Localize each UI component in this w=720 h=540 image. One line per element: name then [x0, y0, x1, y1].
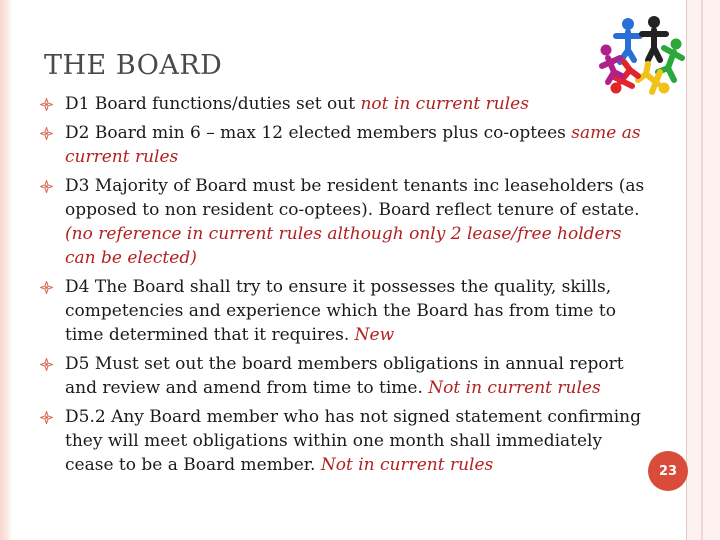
bullet-item — [40, 174, 650, 270]
bullet-text: D4 The Board shall try to ensure it possesses the quality, skills, competencies and experience which the Board has from time to time determined that it requires. — [65, 277, 616, 345]
bullet-note: (no reference in current rules although only 2 lease/free holders can be elected) — [65, 224, 622, 268]
slide-title: THE BOARD — [44, 50, 223, 81]
bullet-list — [40, 92, 650, 482]
bullet-note: same as current rules — [65, 123, 641, 167]
bullet-text: D3 Majority of Board must be resident tenants inc leaseholders (as opposed to non resident co-optees). Board reflect tenure of estate. — [65, 176, 645, 220]
star-bullet-icon — [40, 127, 53, 140]
bullet-item — [40, 352, 650, 400]
bullet-note: New — [354, 325, 395, 345]
bullet-item — [40, 275, 650, 347]
bullet-item — [40, 121, 650, 169]
bullet-text: D5 Must set out the board members obligations in annual report and review and amend from time to time. — [65, 354, 624, 398]
star-bullet-icon — [40, 98, 53, 111]
people-circle-logo-icon — [598, 10, 686, 100]
bullet-text: D5.2 Any Board member who has not signed statement confirming they will meet obligations within one month shall immediately cease to be a Board member. — [65, 407, 641, 475]
star-bullet-icon — [40, 358, 53, 371]
bullet-note: Not in current rules — [320, 455, 494, 475]
star-bullet-icon — [40, 411, 53, 424]
bullet-note: Not in current rules — [428, 378, 601, 398]
bullet-note: not in current rules — [360, 94, 529, 114]
star-bullet-icon — [40, 180, 53, 193]
right-border-decoration — [686, 0, 720, 540]
star-bullet-icon — [40, 281, 53, 294]
bullet-text: D1 Board functions/duties set out — [65, 94, 361, 114]
left-border-decoration — [0, 0, 12, 540]
bullet-item — [40, 405, 650, 477]
bullet-item — [40, 92, 650, 116]
page-number-badge: 23 — [648, 451, 688, 491]
bullet-text: D2 Board min 6 – max 12 elected members plus co-optees — [65, 123, 572, 143]
